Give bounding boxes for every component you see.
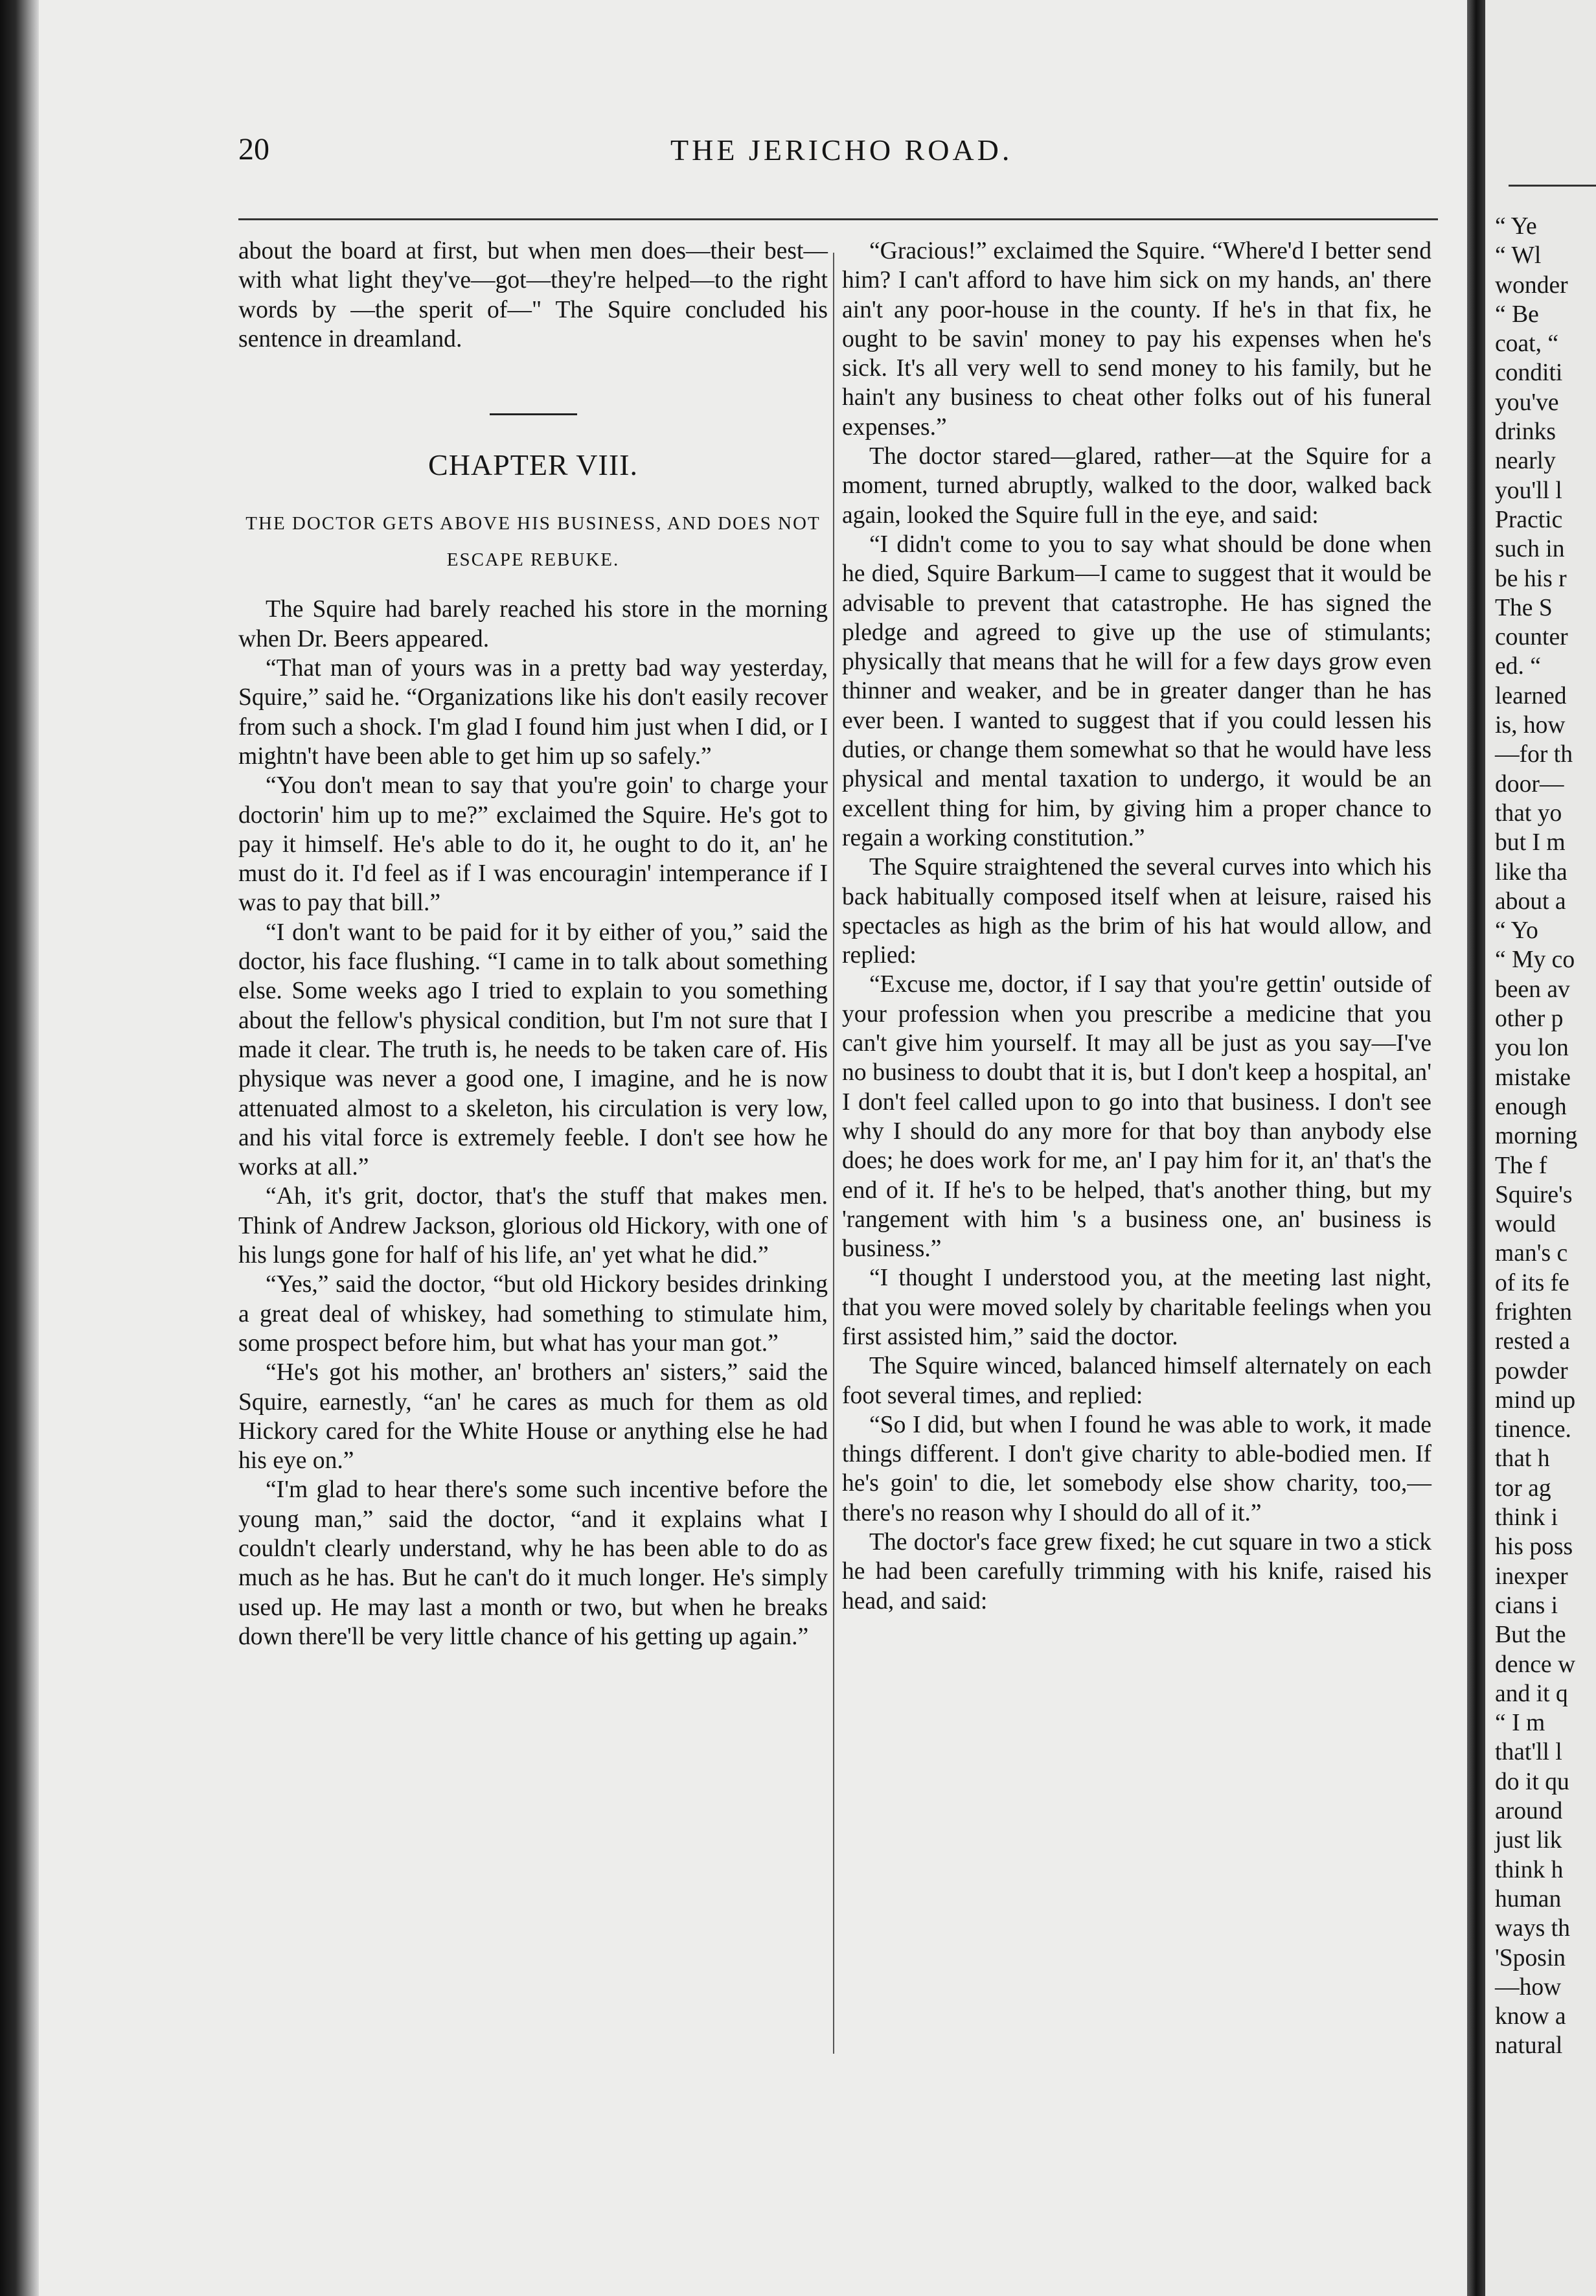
left-column [238,236,828,1651]
next-page-line: coat, “ [1495,330,1559,358]
next-page-line: rested a [1495,1328,1570,1355]
next-page-line: door— [1495,770,1564,798]
paragraph: “I don't want to be paid for it by either of you,” said the doctor, his face flushing. “I came in to talk about something else. Some weeks ago I tried to explain to you something about the fellow's physical condition, but I'm not sure that I made it clear. The truth is, he needs to be taken care of. His physique was never a good one, I imagine, and he is now attenuated almost to a skeleton, his circulation is very low, and his vital force is extremely feeble. I don't see how he works at all.” [238,919,828,1181]
paragraph: about the board at first, but when men does—their best—with what light they've—got—they're helped—to the right words by —the sperit of—" The Squire concluded his sentence in dreamland. [238,238,828,352]
paragraph: “He's got his mother, an' brothers an' sisters,” said the Squire, earnestly, “an' he cares as much for them as old Hickory cared for the White House or anything else he had his eye on.” [238,1359,828,1475]
next-page-line: his poss [1495,1533,1573,1561]
next-page-line: and it q [1495,1680,1568,1707]
next-page-line: “ I m [1495,1710,1545,1737]
paragraph: “Yes,” said the doctor, “but old Hickory besides drinking a great deal of whiskey, had something to stimulate him, some prospect before him, but what has your man got.” [238,1271,828,1357]
paragraph: “Excuse me, doctor, if I say that you're gettin' outside of your profession when you prescribe a medicine that you can't give him yourself. It may all be just as you say—I've no business to doubt that it is, but I don't keep a hospital, an' I don't feel called upon to go into that business. I don't see why I should do any more for that boy than anybody else does; he does work for me, an' I pay him for it, an' that's the end of it. If he's to be helped, that's another thing, but my 'rangement with him 's a business one, an' business is business.” [842,971,1431,1263]
next-page-line: dence w [1495,1651,1576,1678]
next-page-line: drinks [1495,419,1556,446]
next-page-line: “ Yo [1495,917,1538,945]
next-page-line: conditi [1495,360,1563,387]
next-page-line: —how [1495,1973,1562,2001]
paragraph: “Ah, it's grit, doctor, that's the stuff that makes men. Think of Andrew Jackson, glorious old Hickory, with one of his lungs gone for half of his life, an' yet what he did.” [238,1183,828,1269]
next-page-line: counter [1495,624,1568,651]
page-number: 20 [238,132,269,166]
next-page-line: that yo [1495,799,1562,827]
header-rule [238,218,1438,220]
next-page-line: think i [1495,1504,1558,1532]
next-page-line: that'll l [1495,1739,1562,1766]
next-page-line: inexper [1495,1563,1568,1590]
next-page-line: man's c [1495,1240,1568,1267]
next-page-line: but I m [1495,829,1566,856]
next-page-line: do it qu [1495,1768,1569,1795]
next-page-line: would [1495,1211,1556,1238]
right-column [842,236,1431,1616]
next-page-line: wonder [1495,271,1568,299]
next-page-line: enough [1495,1093,1567,1120]
next-page-line: “ Ye [1495,213,1537,240]
next-page-line: been av [1495,976,1570,1003]
next-page-edge [1485,0,1596,2296]
chapter-heading: CHAPTER VIII. [428,448,638,482]
paragraph: “I thought I understood you, at the meeting last night, that you were moved solely by charitable feelings when you first assisted him,” said the doctor. [842,1265,1431,1350]
paragraph: “I'm glad to hear there's some such incentive before the young man,” said the doctor, “and it explains what I couldn't clearly understand, why he has been able to do as much as he has. But he can't do it much longer. He's simply used up. He may last a month or two, but when he breaks down there'll be very little chance of his getting up again.” [238,1476,828,1650]
next-page-line: —for th [1495,741,1573,768]
next-page-line: around [1495,1798,1563,1825]
next-page-line: frighten [1495,1298,1572,1326]
next-page-line: But the [1495,1622,1566,1649]
next-page-line: other p [1495,1005,1564,1033]
next-page-line: be his r [1495,565,1567,592]
next-page-line: you've [1495,389,1559,416]
next-page-line: Practic [1495,506,1563,533]
next-page-line: think h [1495,1856,1564,1883]
paragraph: The Squire straightened the several curves into which his back habitually composed itself when at leisure, raised his spectacles as high as the brim of his hat would allow, and replied: [842,854,1431,969]
scan-dark-edge [0,0,39,2296]
column-divider [833,253,834,2054]
next-page-text-fragment [1495,212,1596,2061]
next-page-line: mistake [1495,1064,1571,1091]
next-page-line: Squire's [1495,1181,1573,1208]
next-page-line: tinence. [1495,1416,1571,1443]
next-page-line: you'll l [1495,477,1562,504]
next-page-line: cians i [1495,1592,1558,1619]
next-page-line: human [1495,1885,1562,1912]
next-page-line: “ Be [1495,301,1539,328]
paragraph: “That man of yours was in a pretty bad way yesterday, Squire,” said he. “Organizations like his don't easily recover from such a shock. I'm glad I found him just when I did, or I mightn't have been able to get him up so safely.” [238,655,828,770]
next-page-line: “ My co [1495,947,1575,974]
book-gutter [1467,0,1485,2296]
next-page-line: mind up [1495,1386,1576,1414]
chapter-subtitle: THE DOCTOR GETS ABOVE HIS BUSINESS, AND DOES NOT ESCAPE REBUKE. [245,513,821,571]
next-page-line: tor ag [1495,1475,1551,1502]
next-page-line: of its fe [1495,1269,1569,1296]
section-divider [490,413,577,415]
paragraph: “You don't mean to say that you're goin' to charge your doctorin' him up to me?” exclaimed the Squire. He's got to pay it himself. He's able to do it, he ought to do it, an' he must do it. I'd feel as if I was encouragin' intemperance if I was to pay that bill.” [238,772,828,917]
next-page-line: “ Wl [1495,242,1542,270]
next-page-line: learned [1495,682,1567,709]
next-page-line: like tha [1495,858,1568,886]
next-page-line: that h [1495,1445,1550,1473]
paragraph: “I didn't come to you to say what should be done when he died, Squire Barkum—I came to suggest that it would be advisable to prevent that catastrophe. He has signed the pledge and agreed to give up the use of stimulants; physically that means that he will for a few days grow even thinner and weaker, and be in greater danger than he has ever been. I wanted to suggest that if you could lessen his duties, or change them somewhat so that he would have less physical and mental taxation to undergo, it would be an excellent thing for him, by giving him a proper chance to regain a working constitution.” [842,531,1431,851]
paragraph: “Gracious!” exclaimed the Squire. “Where'd I better send him? I can't afford to have him sick on my hands, an' there ain't any poor-house in the county. If he's in that fix, he ought to be savin' money to pay his expenses when he's sick. It's all very well to send money to his family, but he hain't any business to cheat other folks out of his funeral expenses.” [842,238,1431,441]
paragraph: The Squire winced, balanced himself alternately on each foot several times, and replied: [842,1353,1431,1409]
next-page-line: powder [1495,1357,1568,1384]
next-page-line: such in [1495,536,1565,563]
next-page-line: you lon [1495,1035,1569,1062]
next-page-line: 'Sposin [1495,1944,1566,1971]
next-page-line: The S [1495,594,1553,621]
next-page-header-rule [1509,185,1596,187]
paragraph: The doctor's face grew fixed; he cut square in two a stick he had been carefully trimming with his knife, raised his head, and said: [842,1529,1431,1614]
next-page-line: The f [1495,1152,1547,1179]
next-page-line: nearly [1495,448,1556,475]
paragraph: “So I did, but when I found he was able to work, it made things different. I don't give charity to able-bodied men. If he's goin' to die, let somebody else show charity, too,—there's no reason why I should do all of it.” [842,1411,1431,1526]
next-page-line: about a [1495,888,1566,915]
next-page-line: morning [1495,1123,1578,1150]
next-page-line: natural [1495,2032,1563,2060]
paragraph: The doctor stared—glared, rather—at the Squire for a moment, turned abruptly, walked to the door, walked back again, looked the Squire full in the eye, and said: [842,443,1431,529]
paragraph: The Squire had barely reached his store in the morning when Dr. Beers appeared. [238,596,828,652]
next-page-line: is, how [1495,712,1566,739]
next-page-line: ways th [1495,1915,1570,1942]
next-page-line: just lik [1495,1827,1562,1854]
running-title: THE JERICHO ROAD. [670,133,1013,166]
next-page-line: ed. “ [1495,653,1541,680]
next-page-line: know a [1495,2003,1566,2030]
